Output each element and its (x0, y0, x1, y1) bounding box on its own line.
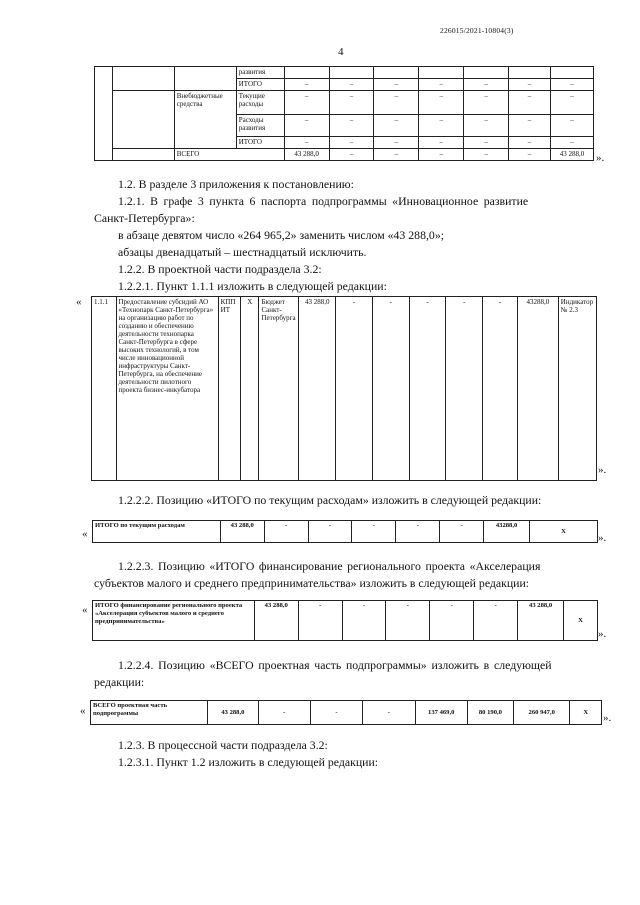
x-mark: Х (564, 601, 598, 641)
item-1-1-1-table (91, 296, 597, 481)
table-row: ИТОГО финансирование регионального проекта «Акселерация субъектов малого и среднего предпринимательства» 43 288,0 - - - - - 43 288,0 Х (93, 601, 598, 641)
table-row: Расходы развития – – – – – – – (95, 115, 594, 137)
paragraph: 1.2.3.1. Пункт 1.2 изложить в следующей редакции: (118, 755, 379, 769)
row-label: ИТОГО финансирование регионального проекта «Акселерация субъектов малого и среднего предпринимательства» (93, 601, 255, 641)
x-mark: Х (570, 701, 602, 725)
indicator: Индикатор № 2.3 (558, 297, 596, 481)
paragraph: субъектов малого и среднего предпринимательства» изложить в следующей редакции: (94, 576, 530, 590)
paragraph: 1.2.3. В процессной части подраздела 3.2: (118, 738, 328, 752)
total-label: ВСЕГО (174, 149, 284, 161)
itogo-region-table (92, 600, 598, 641)
paragraph: 1.2.2.3. Позицию «ИТОГО финансирование регионального проекта «Акселерация (118, 559, 541, 573)
table-row (95, 67, 594, 79)
paragraph: 1.2. В разделе 3 приложения к постановлению: (118, 177, 354, 191)
paragraph: 1.2.1. В графе 3 пункта 6 паспорта подпрограммы «Инновационное развитие (118, 194, 529, 208)
item-number: 1.1.1 (92, 297, 117, 481)
table-cell: развития (236, 67, 284, 79)
paragraph: 1.2.2.1. Пункт 1.1.1 изложить в следующей редакции: (118, 279, 387, 293)
paragraph: 1.2.2.4. Позицию «ВСЕГО проектная часть подпрограммы» изложить в следующей (118, 658, 552, 672)
paragraph: абзацы двенадцатый – шестнадцатый исключить. (118, 245, 367, 259)
table-cell (174, 67, 236, 91)
row-label: ИТОГО по текущим расходам (93, 521, 221, 543)
budget-continuation-table (94, 66, 594, 161)
x-mark: Х (241, 297, 259, 481)
executor: КППИТ (218, 297, 240, 481)
open-quote: « (76, 296, 82, 308)
table-row: ВСЕГО проектная часть подпрограммы 43 288,0 - - - 137 469,0 80 190,0 260 947,0 Х (91, 701, 602, 725)
table-row: ИТОГО по текущим расходам 43 288,0 - - - - - 43288,0 Х (93, 521, 598, 543)
item-description: Предоставление субсидий АО «Технопарк Санкт-Петербурга» на организацию работ по созданию и обеспечению деятельности технопарка Санкт-Петербурга в сфере высоких технологий, в том числе инновационной инфраструктуры Санкт-Петербурга, на обеспечение деятельности пилотного проекта бизнес-инкубатора (116, 297, 218, 481)
funding-source: Бюджет Санкт-Петербурга (259, 297, 299, 481)
paragraph: в абзаце девятом число «264 965,2» заменить числом «43 288,0»; (118, 228, 444, 242)
close-quote: ». (596, 152, 605, 164)
paragraph: редакции: (94, 675, 145, 689)
close-quote: ». (598, 464, 607, 476)
page-number: 4 (338, 46, 344, 58)
itogo-current-table (92, 520, 598, 543)
open-quote: « (82, 528, 88, 540)
row-label: ВСЕГО проектная часть подпрограммы (91, 701, 208, 725)
open-quote: « (80, 705, 86, 717)
table-cell: Текущие расходы (236, 91, 284, 115)
x-mark: Х (530, 521, 598, 543)
close-quote: ». (598, 628, 607, 640)
close-quote: ». (603, 712, 612, 724)
vsego-table (90, 700, 602, 725)
paragraph: 1.2.2. В проектной части подраздела 3.2: (118, 262, 322, 276)
table-cell: ИТОГО (236, 137, 284, 149)
table-row-total: ВСЕГО 43 288,0 – – – – – 43 288,0 (95, 149, 594, 161)
table-row: 1.1.1 Предоставление субсидий АО «Технопарк Санкт-Петербурга» на организацию работ по созданию и обеспечению деятельности технопарка Санкт-Петербурга в сфере высоких технологий, в том числе инновационной инфраструктуры Санкт-Петербурга, на обеспечение деятельности пилотного проекта бизнес-инкубатора КППИТ Х Бюджет Санкт-Петербурга 43 288,0 - - - - - 43288,0 Индикатор № 2.3 (92, 297, 597, 481)
close-quote: ». (598, 532, 607, 544)
table-cell: ИТОГО (236, 79, 284, 91)
table-row: ИТОГО – – – – – – – (95, 137, 594, 149)
table-cell: Внебюджетные средства (174, 91, 236, 149)
table-row: Внебюджетные средства Текущие расходы – – – – – – – (95, 91, 594, 115)
paragraph: 1.2.2.2. Позицию «ИТОГО по текущим расходам» изложить в следующей редакции: (118, 493, 542, 507)
open-quote: « (82, 604, 88, 616)
table-row: ИТОГО – – – – – – – (95, 79, 594, 91)
table-cell: Расходы развития (236, 115, 284, 137)
document-number: 226015/2021-10804(3) (440, 26, 514, 35)
paragraph: Санкт-Петербурга»: (94, 211, 195, 225)
